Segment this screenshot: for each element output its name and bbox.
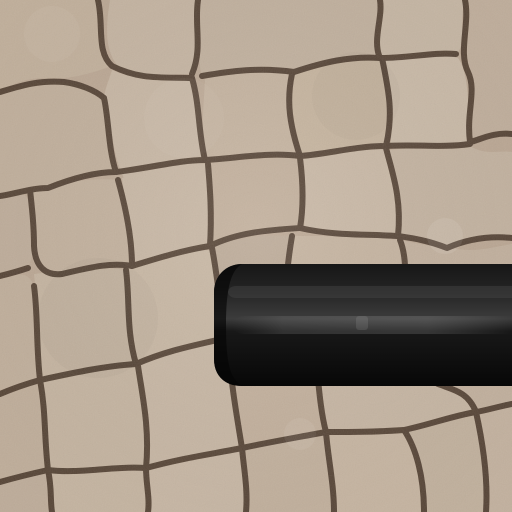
black-cylinder <box>214 264 512 386</box>
